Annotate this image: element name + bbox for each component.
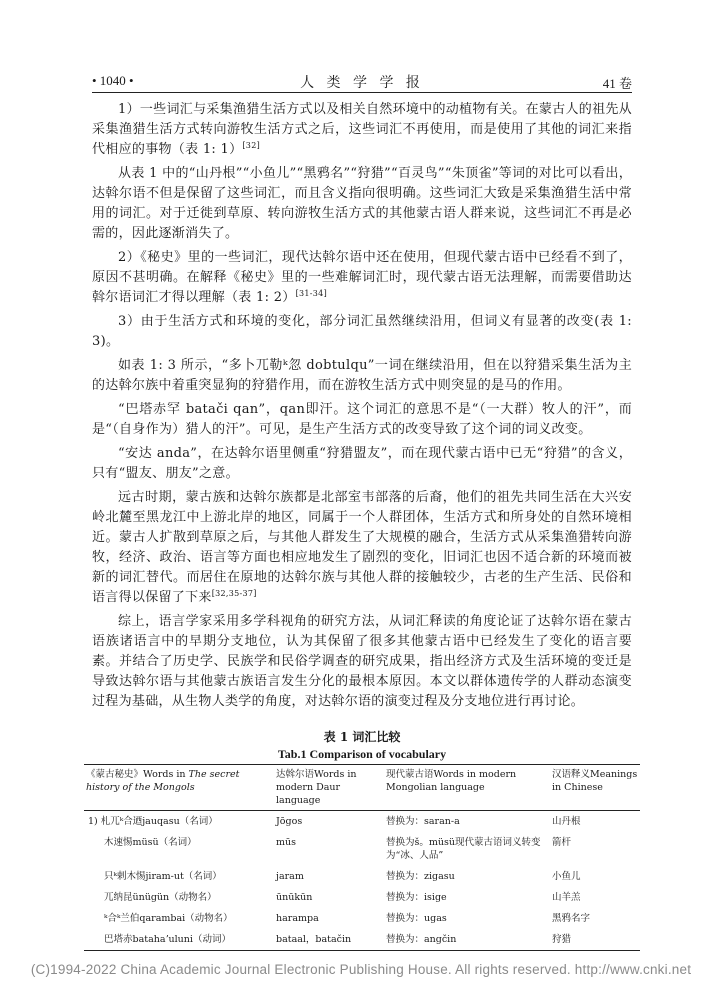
table-row — [84, 811, 640, 833]
comparison-table — [84, 764, 640, 951]
table-cell-c3: 替换为：ugas — [386, 913, 447, 924]
citation: [32,35-37] — [211, 589, 257, 598]
table-cell-c4: 小鱼儿 — [552, 871, 581, 882]
header-modern-mongolian: 现代蒙古语Words in modern Mongolian language — [384, 765, 550, 811]
table-cell-c3: 替换为：isige — [386, 892, 447, 903]
table-cell-c1: 木速惕müsü（名词） — [104, 837, 197, 848]
table-cell-c4: 狩猎 — [552, 934, 572, 945]
table-cell-c2: jaram — [276, 871, 304, 882]
vocabulary-table — [84, 728, 640, 951]
paragraph: 2）《秘史》里的一些词汇，现代达斡尔语中还在使用，但现代蒙古语中已经看不到了，原因不甚明确。在解释《秘史》里的一些难解词汇时，现代蒙古语无法理解，而需要借助达斡尔语词汇才得以理解（表 1: 2）[31-34] — [92, 250, 632, 305]
paragraph: 综上，语言学家采用多学科视角的研究方法，从词汇释读的角度论证了达斡尔语在蒙古语族诸语言中的早期分支地位，认为其保留了很多其他蒙古语中已经发生了变化的语言要素。并结合了历史学、民族学和民俗学调查的研究成果，指出经济方式及生活环境的变迁是导致达斡尔语与其他蒙古族语言发生分化的最根本原因。本文以群体遗传学的人群动态演变过程为基础，从生物人类学的角度，对达斡尔语的演变过程及分支地位进行再讨论。 — [92, 614, 632, 709]
table-body — [84, 811, 640, 951]
table-cell-c3: 替换为š。müsü现代蒙古语词义转变为“冰、人品” — [386, 837, 541, 861]
table-row — [84, 929, 640, 951]
paragraph: 远古时期，蒙古族和达斡尔族都是北部室韦部落的后裔，他们的祖先共同生活在大兴安岭北麓至黑龙江中上游北岸的地区，同属于一个人群团体，生活方式和所身处的自然环境相近。蒙古人扩散到草原之后，与其他人群发生了大规模的融合，生活方式从采集渔猎转向游牧，经济、政治、语言等方面也相应地发生了剧烈的变化，旧词汇也因不适合新的环境而被新的词汇替代。而居住在原地的达斡尔族与其他人群的接触较少，古老的生产生活、民俗和语言得以保留了下来[32,35-37] — [92, 490, 632, 605]
table-cell-c3: 替换为：zigasu — [386, 871, 455, 882]
table-row — [84, 866, 640, 887]
table-cell-c3: 替换为：angčin — [386, 934, 457, 945]
paragraph: 从表 1 中的“山丹根”“小鱼儿”“黑鸦名”“狩猎”“百灵鸟”“朱顶雀”等词的对比可以看出，达斡尔语不但是保留了这些词汇，而且含义指向很明确。这些词汇大致是采集渔猎生活中常用的词汇。对于迁徙到草原、转向游牧生活方式的其他蒙古语人群来说，这些词汇不再是必需的，因此逐渐消失了。 — [92, 166, 632, 241]
paragraph: 3）由于生活方式和环境的变化，部分词汇虽然继续沿用，但词义有显著的改变(表 1: 3)。 — [92, 314, 632, 349]
journal-title: 人 类 学 学 报 — [300, 75, 424, 91]
table-row — [84, 908, 640, 929]
header-daur: 达斡尔语Words in modern Daur language — [274, 765, 384, 811]
paragraph: “安达 anda”，在达斡尔语里侧重“狩猎盟友”，而在现代蒙古语中已无“狩猎”的含义，只有“盟友、朋友”之意。 — [92, 446, 632, 481]
table-cell-c1: ᵏ合ᵏ兰伯qarambai（动物名） — [104, 913, 233, 924]
table-cell-c1: 巴塔赤batahaʼuluni（动词） — [104, 934, 231, 945]
table-header-row — [84, 765, 640, 811]
citation: [31-34] — [295, 289, 327, 298]
header-secret-history: 《蒙古秘史》Words in The secret history of the Mongols — [84, 765, 274, 811]
table-cell-c4: 山羊羔 — [552, 892, 581, 903]
table-row — [84, 887, 640, 908]
page-number: • 1040 • — [92, 73, 134, 88]
body-text — [92, 100, 632, 712]
running-header — [92, 70, 632, 93]
table-caption-zh: 表 1 词汇比较 — [323, 730, 401, 744]
table-cell-c2: mūs — [276, 837, 297, 848]
table-cell-c2: harampa — [276, 913, 319, 924]
volume-label: 41 卷 — [602, 76, 632, 91]
table-cell-c2: Jōgos — [276, 816, 303, 827]
table-cell-c4: 箭杆 — [552, 837, 572, 848]
table-cell-c4: 山丹根 — [552, 816, 581, 827]
table-cell-c1: 1) 札兀ᵏ合迺jauqasu（名词） — [88, 816, 218, 827]
table-cell-c2: ūnūkūn — [276, 892, 313, 903]
header-chinese-meaning: 汉语释义Meanings in Chinese — [550, 765, 640, 811]
table-cell-c4: 黑鸦名字 — [552, 913, 591, 924]
table-cell-c1: 只ᵏ剌木惕jiram-ut（名词） — [104, 871, 222, 882]
table-cell-c2: bataal，batačin — [276, 934, 352, 945]
paragraph: “巴塔赤罕 batači qan”，qan即汗。这个词汇的意思不是“（一大群）牧人的汗”，而是“（自身作为）猎人的汗”。可见，是生产生活方式的改变导致了这个词的词义改变。 — [92, 402, 632, 437]
paragraph: 如表 1: 3 所示，“多卜兀勒ᵏ忽 dobtulqu”一词在继续沿用，但在以狩猎采集生活为主的达斡尔族中着重突显狗的狩猎作用，而在游牧生活方式中则突显的是马的作用。 — [92, 358, 632, 393]
table-row — [84, 832, 640, 866]
paragraph: 1）一些词汇与采集渔猎生活方式以及相关自然环境中的动植物有关。在蒙古人的祖先从采集渔猎生活方式转向游牧生活方式之后，这些词汇不再使用，而是使用了其他的词汇来指代相应的事物（表 1: 1）[32] — [92, 102, 632, 157]
table-cell-c3: 替换为：saran-a — [386, 816, 460, 827]
table-caption-en: Tab.1 Comparison of vocabulary — [277, 747, 447, 761]
table-cell-c1: 兀纳昆ünügün（动物名） — [104, 892, 217, 903]
copyright-footer: (C)1994-2022 China Academic Journal Electronic Publishing House. All rights reserved. http://www.cnki.net — [30, 962, 692, 977]
citation: [32] — [242, 141, 261, 150]
